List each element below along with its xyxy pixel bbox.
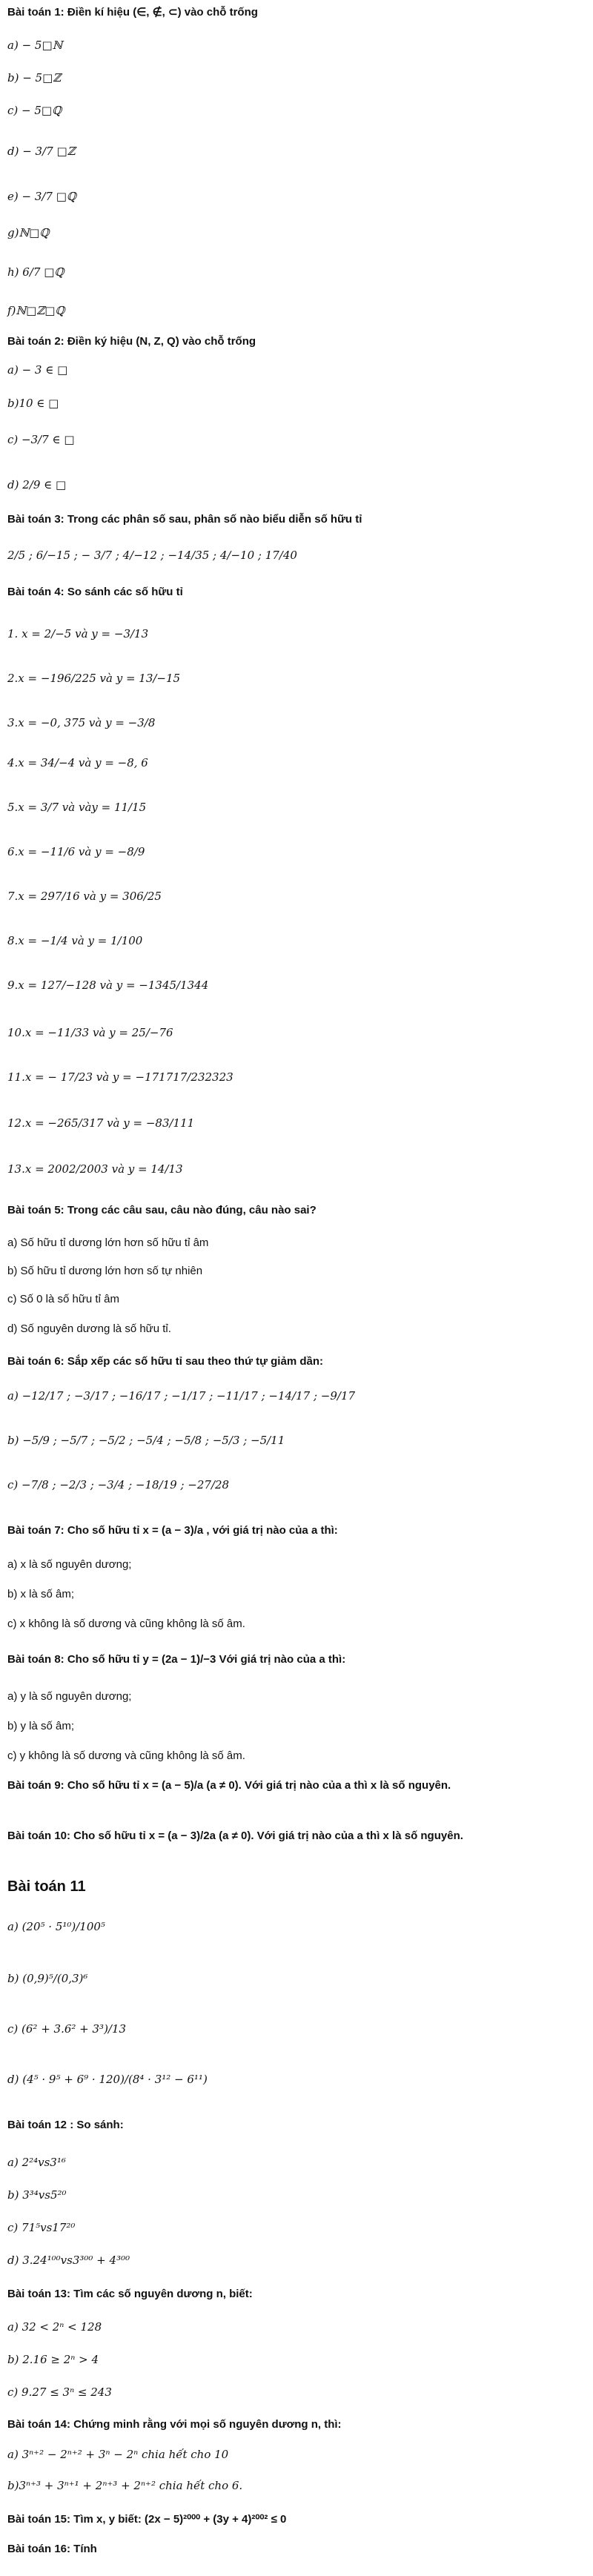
doc-line: d) (4⁵ · 9⁵ + 6⁹ · 120)/(8⁴ · 3¹² − 6¹¹) — [7, 2073, 208, 2086]
doc-line: c) (6² + 3.6² + 3³)/13 — [7, 2022, 127, 2036]
doc-line: c) − 5□ℚ — [7, 104, 62, 117]
doc-line: 5.x = 3/7 và vày = 11/15 — [7, 801, 147, 814]
doc-line: f)ℕ□ℤ□ℚ — [7, 304, 65, 317]
doc-line: Bài toán 13: Tìm các số nguyên dương n, biết: — [7, 2288, 253, 2300]
doc-line: b) 2.16 ≥ 2ⁿ > 4 — [7, 2353, 99, 2366]
doc-line: c) x không là số dương và cũng không là số âm. — [7, 1618, 245, 1630]
doc-line: c) 9.27 ≤ 3ⁿ ≤ 243 — [7, 2385, 112, 2399]
doc-line: c) y không là số dương và cũng không là số âm. — [7, 1749, 245, 1762]
doc-line: 2/5 ; 6/−15 ; − 3/7 ; 4/−12 ; −14/35 ; 4/−10 ; 17/40 — [7, 549, 297, 562]
doc-line: a) − 3 ∈ □ — [7, 363, 68, 377]
doc-line: Bài toán 10: Cho số hữu tỉ x = (a − 3)/2a (a ≠ 0). Với giá trị nào của a thì x là số nguyên. — [7, 1830, 463, 1842]
doc-line: a) Số hữu tỉ dương lớn hơn số hữu tỉ âm — [7, 1236, 209, 1249]
doc-line: 2.x = −196/225 và y = 13/−15 — [7, 672, 181, 685]
doc-line: Bài toán 16: Tính — [7, 2543, 97, 2555]
doc-line: b) (0,9)⁵/(0,3)⁶ — [7, 1972, 88, 1985]
doc-line: c) Số 0 là số hữu tỉ âm — [7, 1293, 119, 1305]
doc-line: b) − 5□ℤ — [7, 71, 62, 85]
doc-line: Bài toán 1: Điền kí hiệu (∈, ∉, ⊂) vào chỗ trống — [7, 6, 258, 19]
doc-line: b)3ⁿ⁺³ + 3ⁿ⁺¹ + 2ⁿ⁺³ + 2ⁿ⁺² chia hết cho 6. — [7, 2479, 243, 2492]
doc-line: b) Số hữu tỉ dương lớn hơn số tự nhiên — [7, 1265, 203, 1277]
doc-line: g)ℕ□ℚ — [7, 226, 50, 239]
doc-line: Bài toán 3: Trong các phân số sau, phân số nào biểu diễn số hữu tỉ — [7, 513, 362, 526]
doc-line: b) y là số âm; — [7, 1720, 75, 1732]
doc-line: 10.x = −11/33 và y = 25/−76 — [7, 1026, 173, 1039]
doc-line: Bài toán 12 : So sánh: — [7, 2119, 124, 2131]
doc-line: Bài toán 2: Điền ký hiệu (N, Z, Q) vào chỗ trống — [7, 335, 256, 348]
doc-line: Bài toán 5: Trong các câu sau, câu nào đúng, câu nào sai? — [7, 1204, 317, 1216]
doc-line: Bài toán 7: Cho số hữu tỉ x = (a − 3)/a , với giá trị nào của a thì: — [7, 1524, 338, 1537]
doc-line: Bài toán 15: Tìm x, y biết: (2x − 5)²⁰⁰⁰ + (3y + 4)²⁰⁰² ≤ 0 — [7, 2513, 287, 2526]
doc-line: 8.x = −1/4 và y = 1/100 — [7, 934, 143, 947]
doc-line: 1. x = 2/−5 và y = −3/13 — [7, 627, 149, 640]
doc-line: Bài toán 6: Sắp xếp các số hữu tỉ sau theo thứ tự giảm dần: — [7, 1355, 323, 1368]
doc-line: Bài toán 11 — [7, 1878, 86, 1895]
doc-line: Bài toán 8: Cho số hữu tỉ y = (2a − 1)/−3 Với giá trị nào của a thì: — [7, 1653, 346, 1666]
doc-line: 6.x = −11/6 và y = −8/9 — [7, 845, 145, 858]
doc-line: b) x là số âm; — [7, 1588, 75, 1600]
doc-line: d) − 3/7 □ℤ — [7, 145, 76, 158]
doc-line: 4.x = 34/−4 và y = −8, 6 — [7, 756, 148, 769]
doc-line: h) 6/7 □ℚ — [7, 265, 64, 279]
doc-line: c) −7/8 ; −2/3 ; −3/4 ; −18/19 ; −27/28 — [7, 1478, 230, 1491]
doc-line: a) 2²⁴vs3¹⁶ — [7, 2156, 66, 2169]
doc-line: b)10 ∈ □ — [7, 397, 59, 410]
doc-line: 12.x = −265/317 và y = −83/111 — [7, 1116, 195, 1130]
doc-line: a) − 5□ℕ — [7, 39, 63, 52]
doc-line: a) x là số nguyên dương; — [7, 1558, 132, 1571]
doc-line: Bài toán 14: Chứng minh rằng với mọi số nguyên dương n, thì: — [7, 2418, 342, 2431]
doc-line: Bài toán 4: So sánh các số hữu tỉ — [7, 586, 183, 598]
doc-line: b) −5/9 ; −5/7 ; −5/2 ; −5/4 ; −5/8 ; −5/3 ; −5/11 — [7, 1434, 285, 1447]
doc-line: c) 71⁵vs17²⁰ — [7, 2221, 76, 2234]
doc-line: b) 3³⁴vs5²⁰ — [7, 2188, 67, 2202]
doc-line: c) −3/7 ∈ □ — [7, 433, 75, 446]
doc-line: a) 3ⁿ⁺² − 2ⁿ⁺² + 3ⁿ − 2ⁿ chia hết cho 10 — [7, 2448, 229, 2461]
doc-line: a) (20⁵ · 5¹⁰)/100⁵ — [7, 1920, 105, 1933]
doc-line: d) 3.24¹⁰⁰vs3³⁰⁰ + 4³⁰⁰ — [7, 2254, 130, 2267]
doc-line: 7.x = 297/16 và y = 306/25 — [7, 890, 162, 903]
doc-line: a) y là số nguyên dương; — [7, 1690, 132, 1703]
doc-line: d) Số nguyên dương là số hữu tỉ. — [7, 1322, 171, 1335]
doc-line: 13.x = 2002/2003 và y = 14/13 — [7, 1162, 183, 1176]
doc-line: 11.x = − 17/23 và y = −171717/232323 — [7, 1070, 233, 1084]
doc-line: 3.x = −0, 375 và y = −3/8 — [7, 716, 156, 729]
doc-line: a) −12/17 ; −3/17 ; −16/17 ; −1/17 ; −11/17 ; −14/17 ; −9/17 — [7, 1389, 356, 1403]
doc-line: d) 2/9 ∈ □ — [7, 478, 67, 491]
doc-line: 9.x = 127/−128 và y = −1345/1344 — [7, 979, 209, 992]
doc-line: e) − 3/7 □ℚ — [7, 190, 76, 203]
doc-line: Bài toán 9: Cho số hữu tỉ x = (a − 5)/a (a ≠ 0). Với giá trị nào của a thì x là số nguyên. — [7, 1779, 451, 1792]
doc-line: a) 32 < 2ⁿ < 128 — [7, 2320, 102, 2334]
